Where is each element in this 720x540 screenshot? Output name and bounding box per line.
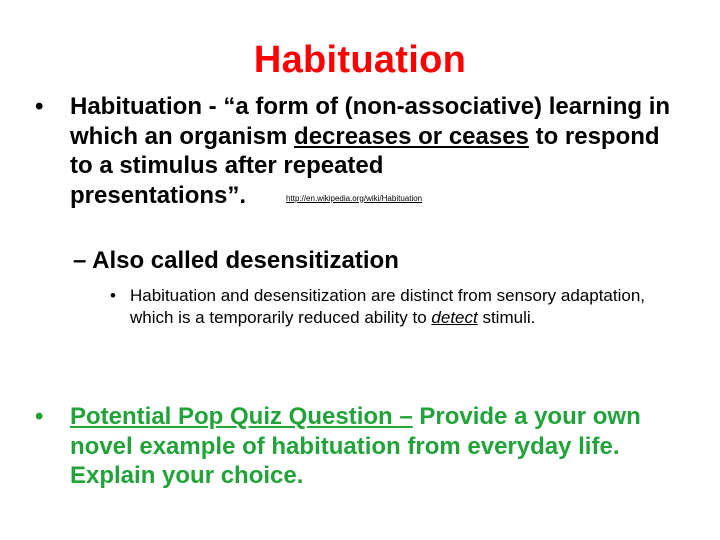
bullet-marker: • [35, 403, 44, 430]
adaptation-note [110, 285, 690, 328]
quiz-dash: – [399, 403, 413, 430]
slide-title: Habituation [253, 39, 467, 81]
quiz-bullet [35, 402, 675, 491]
definition-rest: to respond to a stimulus after repeated presentations”. [70, 122, 660, 209]
adaptation-text [130, 285, 690, 328]
quiz-label: Potential Pop Quiz Question [70, 403, 400, 430]
adaptation-body: Habituation and desensitization are distinct from sensory adaptation, which is a temporarily reduced ability to [130, 286, 646, 327]
bullet-marker: • [110, 286, 116, 305]
definition-lead: Habituation - “a form of (non-associative) learning in which an organism [70, 93, 671, 150]
definition-underlined: decreases or ceases [294, 122, 529, 150]
definition-text [70, 92, 675, 213]
definition-bullet [35, 92, 675, 213]
detect-emphasis: detect [431, 307, 478, 327]
desensitization-subpoint: – Also called desensitization [73, 247, 399, 274]
source-link[interactable]: http://en.wikipedia.org/wiki/Habituation [286, 193, 423, 203]
quiz-prompt: Provide a your own novel example of habituation from everyday life. Explain your choice. [70, 403, 641, 489]
bullet-marker: • [35, 93, 44, 120]
adaptation-end: stimuli. [477, 307, 536, 327]
quiz-text [70, 402, 675, 491]
